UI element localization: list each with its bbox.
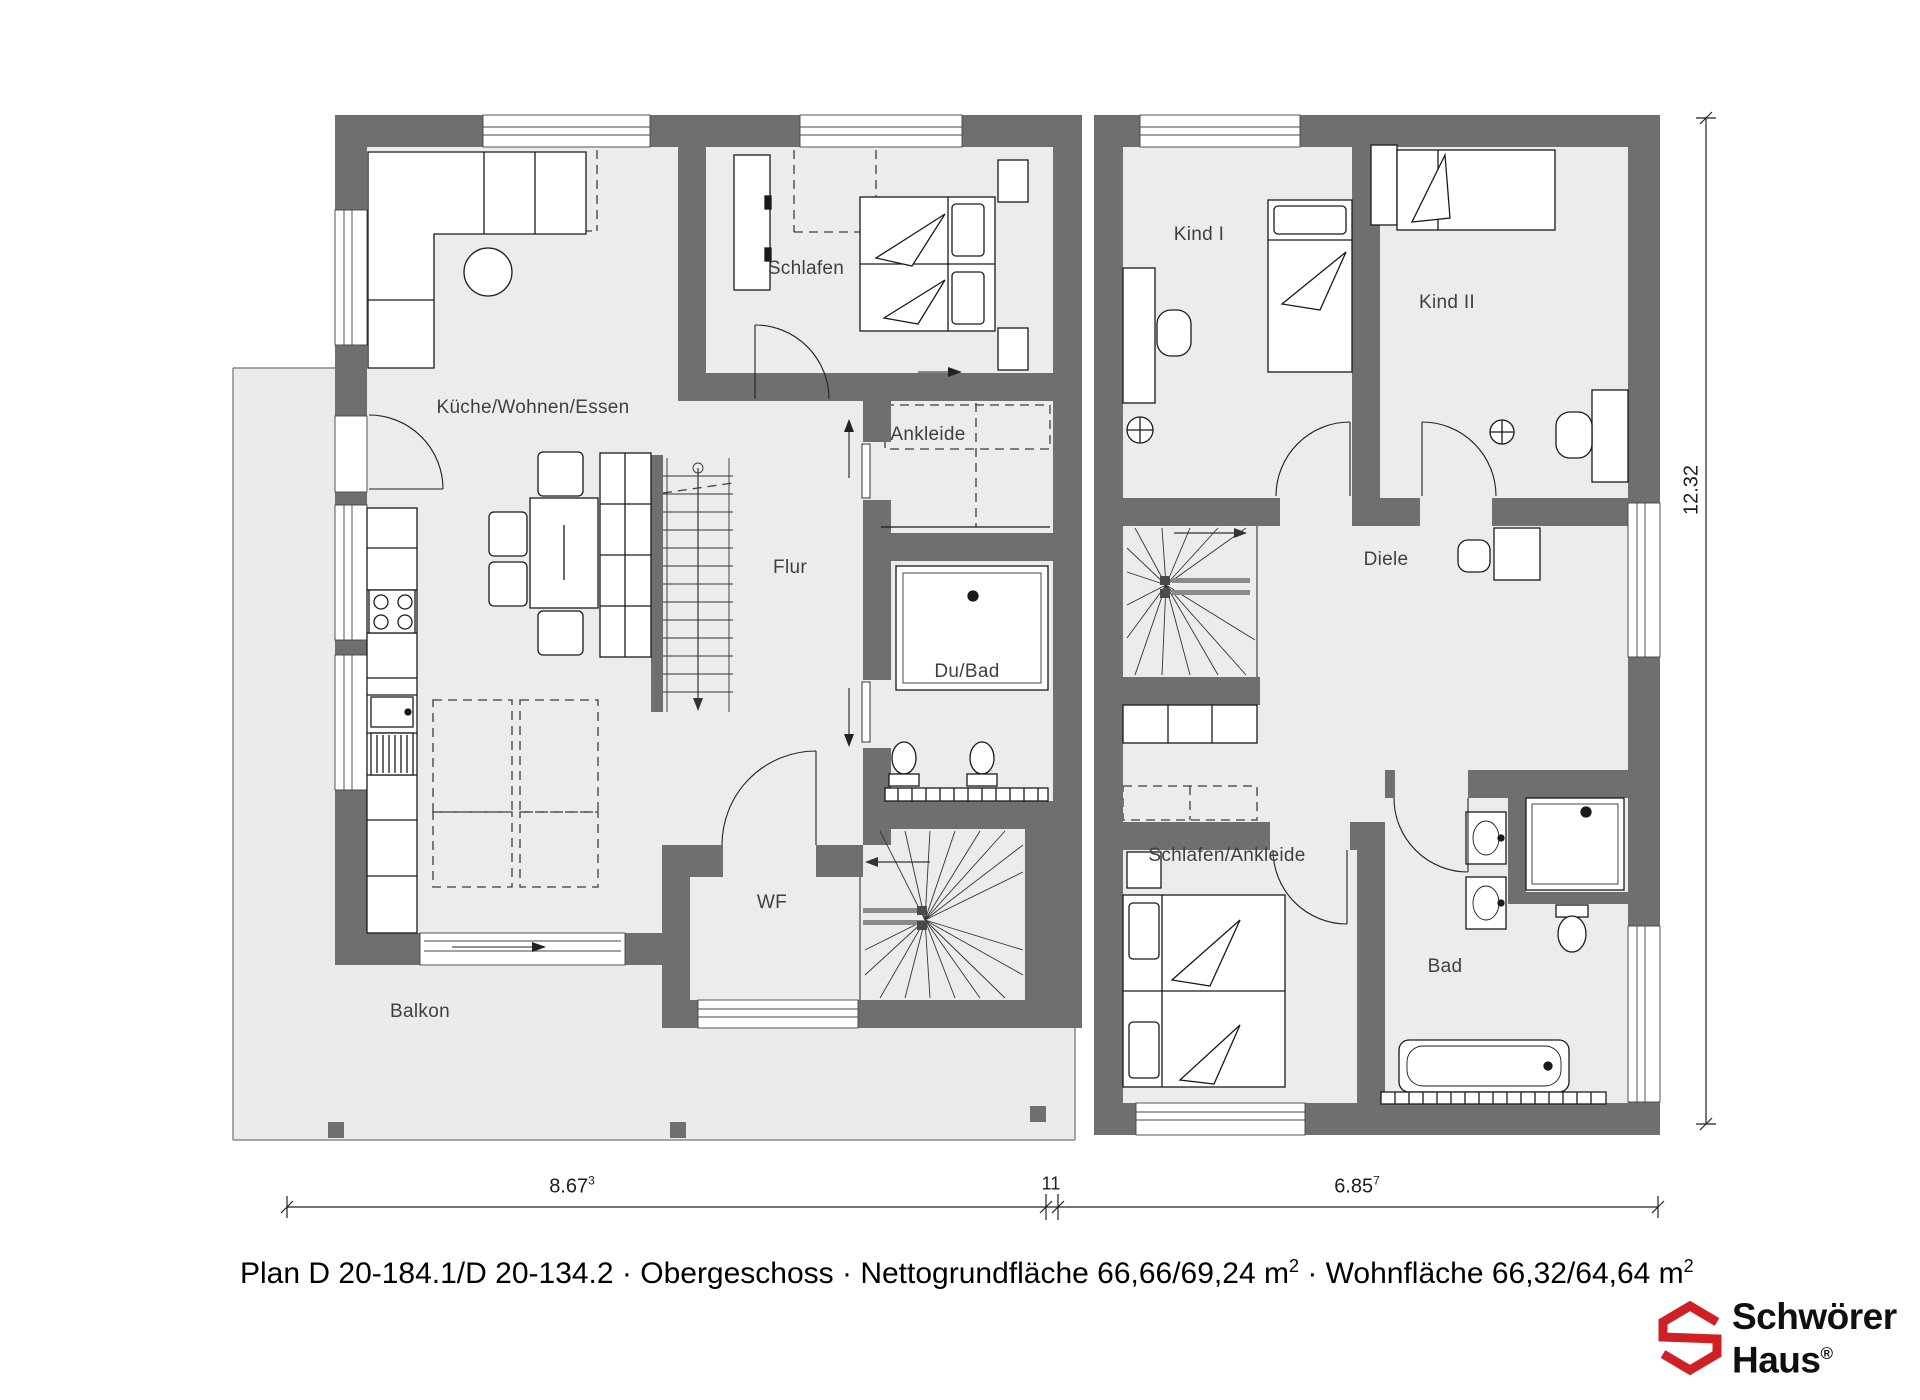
room-label-schlafen-ankleide: Schlafen/Ankleide: [1148, 845, 1306, 866]
toilet-tank: [1556, 905, 1588, 917]
desk-diele: [1494, 528, 1540, 580]
wall-a-top: [335, 115, 1085, 147]
dimension-width-right: [1334, 1174, 1380, 1199]
logo-line1: Schwörer: [1732, 1296, 1897, 1337]
room-label-kind2: Kind II: [1419, 292, 1475, 313]
wall-b-hall-2: [1352, 498, 1420, 526]
wall-a-stair-side: [1025, 829, 1053, 1000]
toilet: [970, 742, 994, 774]
wall-a-flur-ankleide-1: [863, 401, 891, 442]
wall-b-shower-bottom: [1508, 892, 1628, 904]
pillow: [1129, 903, 1159, 959]
room-label-balkon: Balkon: [390, 1001, 450, 1022]
dimension-sup: 3: [588, 1173, 595, 1188]
chair: [489, 562, 527, 606]
wall-a-party: [1053, 115, 1082, 1028]
desk-kind2: [1592, 390, 1628, 482]
wall-a-living-schlafen: [678, 147, 706, 373]
dimension-width-left: [549, 1174, 595, 1199]
room-label-kueche: Küche/Wohnen/Essen: [436, 397, 630, 418]
wardrobe-b: [1123, 705, 1257, 743]
dimension-value: 8.67: [549, 1175, 589, 1198]
caption-text: Plan D 20-184.1/D 20-134.2 · Obergeschoss · Nettogrundfläche 66,66/69,24 m: [240, 1257, 1289, 1290]
room-label-schlafen: Schlafen: [767, 258, 845, 279]
room-label-wf: WF: [756, 892, 788, 913]
logo-wordmark: [1732, 1296, 1897, 1381]
window-right-bad: [1628, 926, 1660, 1102]
desk-kind1: [1123, 268, 1155, 403]
chair: [538, 452, 583, 496]
window-top-schlafen: [800, 115, 962, 147]
dimension-height: 12.32: [1680, 464, 1703, 516]
wall-a-schlafen-bottom: [678, 373, 1085, 401]
dimension-sup: 7: [1373, 1173, 1380, 1188]
wall-b-left: [1094, 115, 1123, 1135]
wall-a-wf-top-1: [662, 845, 723, 877]
wall-a-flur-ankleide-2: [863, 500, 891, 533]
stair-newel: [917, 906, 927, 915]
logo-line2: Haus: [1732, 1339, 1821, 1381]
pillow: [952, 204, 984, 256]
shower-drain: [1581, 807, 1591, 817]
shower-drain: [968, 591, 978, 601]
wall-a-stair-screen: [651, 455, 663, 712]
plan-caption: [240, 1256, 1694, 1291]
logo-registered: ®: [1820, 1344, 1833, 1363]
wardrobe: [734, 155, 770, 290]
nightstand: [998, 328, 1028, 370]
wall-b-schlafen-bad: [1357, 850, 1385, 1103]
wall-b-hall-3: [1492, 498, 1628, 526]
window-wf: [698, 1000, 858, 1028]
caption-sup: 2: [1683, 1256, 1694, 1276]
chair: [489, 512, 527, 556]
wall-b-shower-side: [1508, 798, 1526, 892]
room-label-kind1: Kind I: [1173, 224, 1225, 245]
room-label-flur: Flur: [773, 557, 807, 578]
coffee-table: [464, 248, 512, 296]
room-label-ankleide: Ankleide: [890, 424, 966, 445]
schwoerer-haus-logo: [1658, 1296, 1897, 1381]
chair: [1458, 540, 1490, 572]
balcony-door-opening: [335, 416, 367, 492]
wall-b-bad-top-1: [1385, 770, 1395, 798]
wall-a-dubad-bottom: [863, 801, 1053, 829]
window-bottom-schlafen-b: [1136, 1103, 1305, 1135]
wall-b-diele-schlafen-2: [1350, 822, 1385, 850]
caption-text: · Wohnfläche 66,32/64,64 m: [1298, 1257, 1684, 1290]
room-label-diele: Diele: [1363, 549, 1409, 570]
window-top-living: [483, 115, 650, 147]
wall-a-ankleide-dubad: [863, 533, 1085, 561]
headboard-kind2: [1371, 145, 1397, 225]
tub-drain: [1544, 1062, 1552, 1070]
toilet: [1558, 916, 1586, 952]
schwoerer-s-icon: [1658, 1298, 1722, 1376]
window-left-kitchen-1: [335, 505, 367, 640]
wall-a-wf-top-2: [816, 845, 863, 877]
balcony-post: [328, 1122, 344, 1138]
wall-a-flur-dubad-1: [863, 561, 891, 680]
stair-newel: [1160, 589, 1170, 598]
party-gap: [1082, 115, 1094, 1135]
window-right-diele: [1628, 503, 1660, 657]
window-top-kind1: [1140, 115, 1300, 147]
dimension-gap: 11: [1041, 1173, 1061, 1194]
window-left-kitchen-2: [335, 655, 367, 790]
stair-newel: [917, 921, 927, 930]
desk-chair: [1157, 310, 1191, 356]
nightstand: [998, 160, 1028, 202]
pillow: [1274, 206, 1346, 234]
toilet-tank: [889, 774, 919, 786]
pillow: [1129, 1022, 1159, 1078]
toilet-tank: [967, 774, 997, 786]
room-label-dubad: Du/Bad: [934, 661, 1000, 682]
dimension-value: 6.85: [1334, 1175, 1374, 1198]
wall-b-bad-top-2: [1468, 770, 1628, 798]
balcony-post: [670, 1122, 686, 1138]
toilet: [892, 742, 916, 774]
chair: [538, 611, 583, 655]
desk-chair: [1556, 412, 1592, 458]
room-label-bad: Bad: [1427, 956, 1463, 977]
balcony-post: [1030, 1106, 1046, 1122]
wall-b-hall-1: [1123, 498, 1280, 526]
wall-b-stair-bottom: [1094, 677, 1260, 705]
balcony-slider-opening: [420, 933, 625, 965]
stair-newel: [1160, 576, 1170, 585]
pillow: [952, 272, 984, 324]
caption-sup: 2: [1288, 1256, 1299, 1276]
window-left-living: [335, 210, 367, 345]
